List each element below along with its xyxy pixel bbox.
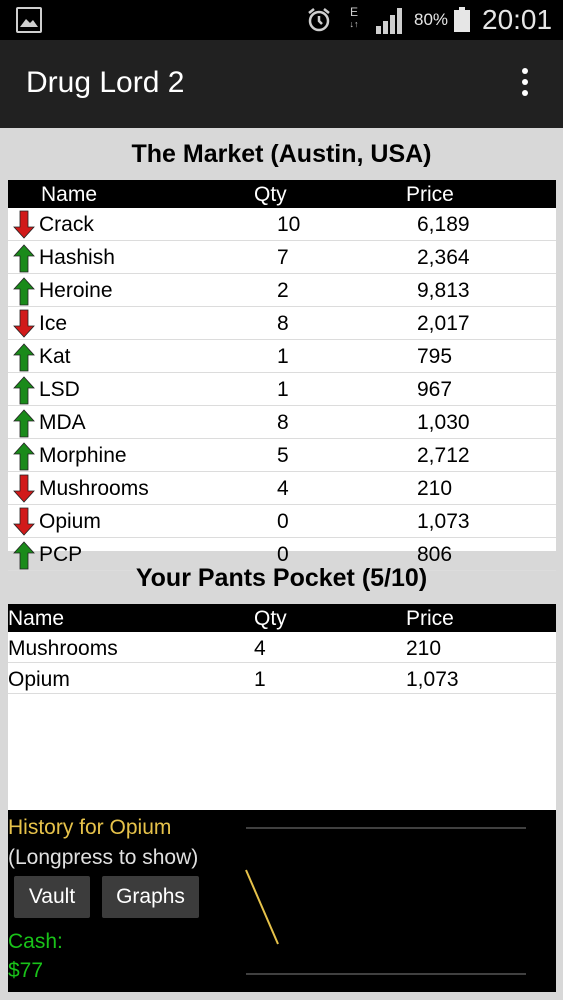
market-item-price: 9,813	[417, 279, 470, 302]
market-table-header	[8, 180, 556, 208]
market-row[interactable]	[8, 406, 556, 439]
pocket-table	[8, 604, 556, 810]
pocket-row[interactable]	[8, 632, 556, 663]
market-item-name: Heroine	[39, 279, 113, 302]
market-row[interactable]	[8, 340, 556, 373]
arrow-up-icon	[11, 376, 37, 404]
market-item-qty: 10	[277, 213, 301, 236]
market-item-name: Mushrooms	[39, 477, 149, 500]
pocket-item-name: Opium	[8, 668, 70, 691]
market-item-qty: 2	[277, 279, 289, 302]
pocket-title: Your Pants Pocket (5/10)	[135, 564, 428, 592]
market-header-name: Name	[41, 183, 98, 206]
market-item-price: 2,712	[417, 444, 470, 467]
market-item-price: 2,364	[417, 246, 470, 269]
pocket-item-price: 210	[406, 637, 442, 660]
pocket-header-name: Name	[8, 607, 65, 630]
arrow-up-icon	[11, 409, 37, 437]
signal-icon	[376, 8, 404, 34]
market-item-qty: 7	[277, 246, 289, 269]
market-item-name: Hashish	[39, 246, 115, 269]
market-row[interactable]	[8, 439, 556, 472]
market-item-qty: 0	[277, 543, 289, 566]
market-item-qty: 8	[277, 312, 289, 335]
arrow-up-icon	[11, 244, 37, 272]
market-item-name: Opium	[39, 510, 101, 533]
arrow-up-icon	[11, 277, 37, 305]
cash-value: $77	[8, 959, 44, 982]
market-item-qty: 0	[277, 510, 289, 533]
history-panel	[8, 810, 556, 992]
market-item-price: 795	[417, 345, 453, 368]
status-bar	[0, 0, 563, 40]
market-row[interactable]	[8, 241, 556, 274]
clock: 20:01	[482, 4, 553, 35]
market-row[interactable]	[8, 208, 556, 241]
market-item-price: 1,073	[417, 510, 470, 533]
market-item-price: 1,030	[417, 411, 470, 434]
pocket-item-name: Mushrooms	[8, 637, 118, 660]
market-item-qty: 1	[277, 378, 289, 401]
history-title: History for Opium	[8, 816, 172, 839]
market-item-price: 6,189	[417, 213, 470, 236]
market-item-price: 2,017	[417, 312, 470, 335]
cash-label: Cash:	[8, 930, 63, 953]
overflow-menu-icon[interactable]	[512, 68, 538, 100]
market-item-name: Crack	[39, 213, 94, 236]
pocket-item-qty: 4	[254, 637, 266, 660]
graphs-button[interactable]: Graphs	[102, 876, 199, 918]
market-item-name: Morphine	[39, 444, 127, 467]
vault-button[interactable]: Vault	[14, 876, 90, 918]
market-item-name: PCP	[39, 543, 83, 566]
gallery-icon	[16, 7, 42, 33]
market-header-price: Price	[406, 183, 454, 206]
graph-history-line	[246, 870, 278, 944]
market-header-qty: Qty	[254, 183, 287, 206]
market-item-name: Kat	[39, 345, 71, 368]
pocket-header-price: Price	[406, 607, 454, 630]
market-item-qty: 1	[277, 345, 289, 368]
market-item-name: LSD	[39, 378, 80, 401]
arrow-down-icon	[11, 508, 37, 536]
market-row[interactable]	[8, 274, 556, 307]
market-item-price: 967	[417, 378, 453, 401]
market-item-qty: 4	[277, 477, 289, 500]
arrow-down-icon	[11, 310, 37, 338]
pocket-item-price: 1,073	[406, 668, 459, 691]
market-item-price: 210	[417, 477, 453, 500]
market-item-price: 806	[417, 543, 453, 566]
battery-icon	[454, 7, 470, 32]
market-row[interactable]	[8, 505, 556, 538]
market-item-qty: 5	[277, 444, 289, 467]
market-row[interactable]	[8, 307, 556, 340]
market-row[interactable]	[8, 373, 556, 406]
history-hint: (Longpress to show)	[8, 846, 199, 869]
pocket-item-qty: 1	[254, 668, 266, 691]
pocket-row[interactable]	[8, 663, 556, 694]
market-table	[8, 180, 556, 566]
arrow-up-icon	[11, 343, 37, 371]
action-bar	[0, 40, 563, 128]
pocket-header-qty: Qty	[254, 607, 287, 630]
app-title: Drug Lord 2	[26, 66, 185, 99]
market-item-name: MDA	[39, 411, 86, 434]
battery-percent: 80%	[414, 10, 449, 29]
market-row[interactable]	[8, 472, 556, 505]
market-item-qty: 8	[277, 411, 289, 434]
price-history-graph[interactable]	[244, 818, 528, 986]
alarm-icon	[306, 7, 332, 33]
network-type: E ↓↑	[349, 5, 359, 29]
arrow-down-icon	[11, 475, 37, 503]
arrow-down-icon	[11, 211, 37, 239]
arrow-up-icon	[11, 442, 37, 470]
market-item-name: Ice	[39, 312, 68, 335]
market-title: The Market (Austin, USA)	[131, 140, 432, 168]
pocket-table-header	[8, 604, 556, 632]
